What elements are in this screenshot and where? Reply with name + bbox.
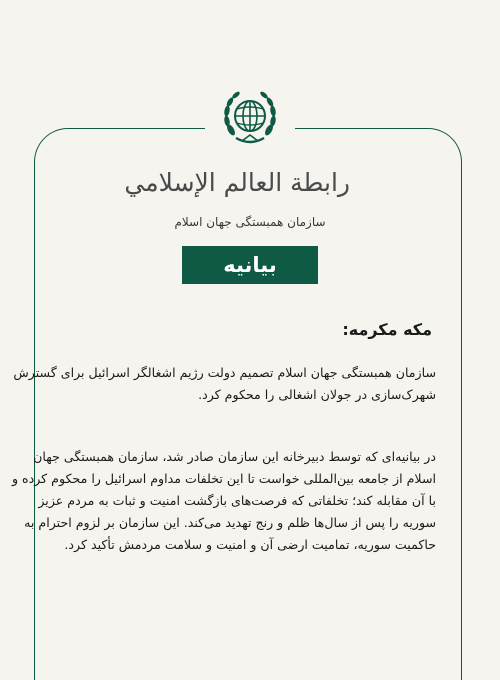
paragraph-1 xyxy=(13,362,436,406)
globe-laurel-emblem-icon xyxy=(222,88,278,148)
paragraph-2-line: حاکمیت سوریه، تمامیت ارضی آن و امنیت و سلامت مردمش تأکید کرد. xyxy=(64,537,436,552)
organization-name-arabic: رابطة العالم الإسلامي xyxy=(124,168,350,197)
paragraph-2-line: سوریه را پس از سال‌ها ظلم و رنج تهدید می‌کند. این سازمان بر لزوم احترام به xyxy=(24,515,436,530)
statement-badge: بیانیه xyxy=(182,246,318,284)
dateline: مکه مکرمه: xyxy=(342,320,432,339)
paragraph-2-line: اسلام از جامعه بین‌المللی خواست تا این تخلفات مداوم اسرائیل را محکوم کرده و xyxy=(11,471,436,486)
paragraph-1-line: شهرک‌سازی در جولان اشغالی را محکوم کرد. xyxy=(198,387,436,402)
paragraph-2-line: با آن مقابله کند؛ تخلفاتی که فرصت‌های بازگشت امنیت و ثبات به مردم عزیز xyxy=(38,493,436,508)
paragraph-1-line: سازمان همبستگی جهان اسلام تصمیم دولت رژیم اشغالگر اسرائیل برای گسترش xyxy=(13,365,436,380)
paragraph-2-line: در بیانیه‌ای که توسط دبیرخانه این سازمان صادر شد، سازمان همبستگی جهان xyxy=(33,449,436,464)
paragraph-2 xyxy=(11,446,436,556)
organization-name-persian: سازمان همبستگی جهان اسلام xyxy=(174,215,326,229)
